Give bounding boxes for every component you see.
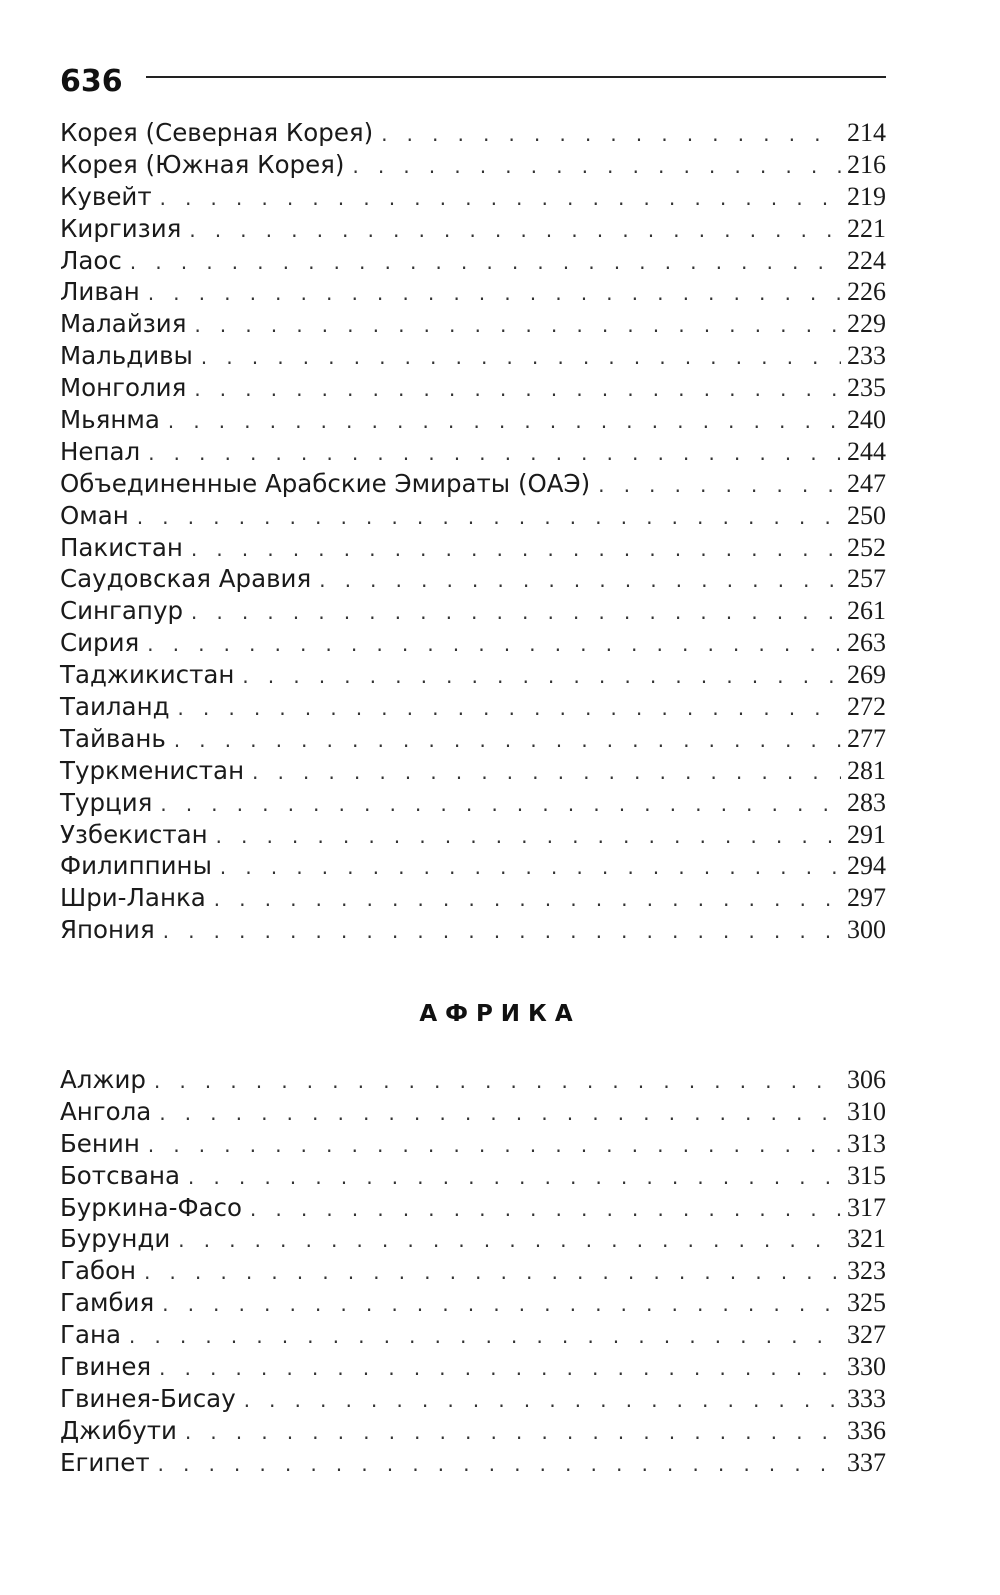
asia-toc-list — [60, 117, 886, 946]
toc-entry — [60, 468, 886, 500]
toc-entry-title: Непал — [60, 436, 141, 466]
toc-entry-title: Таиланд — [60, 692, 170, 722]
toc-entry — [60, 1287, 886, 1319]
toc-entry-title: Гвинея-Бисау — [60, 1383, 236, 1413]
dot-leader — [146, 1132, 841, 1164]
toc-entry — [60, 213, 886, 245]
toc-entry — [60, 691, 886, 723]
dot-leader — [240, 663, 841, 695]
toc-entry-page-number: 235 — [847, 373, 886, 403]
toc-entry — [60, 245, 886, 277]
toc-entry-page-number: 333 — [847, 1383, 886, 1413]
dot-leader — [212, 886, 841, 918]
toc-entry-page-number: 310 — [847, 1096, 886, 1126]
dot-leader — [146, 280, 841, 312]
dot-leader — [186, 1164, 841, 1196]
toc-entry-page-number: 291 — [847, 819, 886, 849]
toc-entry — [60, 787, 886, 819]
toc-entry-title: Киргизия — [60, 213, 182, 243]
toc-entry-page-number: 300 — [847, 915, 886, 945]
toc-entry-title: Лаос — [60, 245, 122, 275]
dot-leader — [152, 1068, 841, 1100]
toc-entry-title: Сингапур — [60, 596, 184, 626]
toc-entry-title: Сирия — [60, 628, 140, 658]
toc-entry-title: Таджикистан — [60, 660, 235, 690]
toc-entry-title: Саудовская Аравия — [60, 564, 312, 594]
toc-entry-page-number: 221 — [847, 213, 886, 243]
dot-leader — [127, 1323, 841, 1355]
toc-entry — [60, 723, 886, 755]
dot-leader — [172, 727, 841, 759]
toc-entry — [60, 755, 886, 787]
dot-leader — [350, 153, 841, 185]
toc-entry-page-number: 337 — [847, 1447, 886, 1477]
dot-leader — [128, 249, 841, 281]
toc-entry-page-number: 261 — [847, 596, 886, 626]
toc-entry-page-number: 219 — [847, 181, 886, 211]
toc-entry-page-number: 315 — [847, 1160, 886, 1190]
toc-entry — [60, 1192, 886, 1224]
dot-leader — [183, 1419, 841, 1451]
toc-entry — [60, 1415, 886, 1447]
toc-entry-page-number: 317 — [847, 1192, 886, 1222]
toc-entry-page-number: 269 — [847, 660, 886, 690]
toc-entry-page-number: 325 — [847, 1288, 886, 1318]
toc-entry-title: Габон — [60, 1256, 137, 1286]
toc-entry — [60, 1383, 886, 1415]
toc-entry — [60, 1319, 886, 1351]
dot-leader — [317, 567, 841, 599]
toc-entry-page-number: 313 — [847, 1128, 886, 1158]
dot-leader — [145, 631, 841, 663]
toc-entry-title: Мальдивы — [60, 341, 193, 371]
toc-entry-title: Пакистан — [60, 532, 183, 562]
toc-entry-page-number: 323 — [847, 1256, 886, 1286]
toc-entry — [60, 1096, 886, 1128]
toc-entry-title: Джибути — [60, 1415, 177, 1445]
toc-entry-page-number: 240 — [847, 405, 886, 435]
toc-entry — [60, 627, 886, 659]
toc-entry — [60, 436, 886, 468]
toc-entry — [60, 404, 886, 436]
toc-entry-page-number: 244 — [847, 436, 886, 466]
toc-entry — [60, 1447, 886, 1479]
dot-leader — [166, 408, 841, 440]
dot-leader — [156, 1451, 841, 1483]
toc-entry-title: Тайвань — [60, 723, 166, 753]
toc-entry — [60, 500, 886, 532]
dot-leader — [176, 1227, 841, 1259]
dot-leader — [176, 695, 841, 727]
toc-entry-title: Алжир — [60, 1065, 146, 1094]
toc-entry — [60, 1351, 886, 1383]
toc-entry — [60, 372, 886, 404]
dot-leader — [214, 823, 841, 855]
dot-leader — [192, 376, 841, 408]
toc-entry-title: Гана — [60, 1320, 121, 1350]
toc-entry-page-number: 283 — [847, 787, 886, 817]
toc-entry-title: Турция — [60, 787, 153, 817]
toc-entry — [60, 340, 886, 372]
dot-leader — [199, 344, 841, 376]
toc-entry — [60, 659, 886, 691]
toc-entry-title: Узбекистан — [60, 819, 208, 849]
toc-entry-page-number: 233 — [847, 341, 886, 371]
toc-entry — [60, 308, 886, 340]
toc-entry — [60, 532, 886, 564]
toc-entry-title: Туркменистан — [60, 755, 245, 785]
toc-entry-title: Япония — [60, 915, 155, 945]
toc-entry — [60, 1128, 886, 1160]
toc-entry-title: Гамбия — [60, 1288, 155, 1318]
dot-leader — [379, 121, 841, 153]
toc-entry-page-number: 250 — [847, 500, 886, 530]
dot-leader — [160, 1291, 841, 1323]
toc-entry-page-number: 281 — [847, 755, 886, 785]
toc-entry-page-number: 272 — [847, 692, 886, 722]
dot-leader — [248, 1196, 841, 1228]
toc-entry-title: Ливан — [60, 277, 140, 307]
toc-entry-title: Корея (Северная Корея) — [60, 118, 374, 147]
toc-entry-page-number: 252 — [847, 532, 886, 562]
page-header — [60, 62, 886, 102]
toc-entry-page-number: 330 — [847, 1352, 886, 1382]
toc-entry — [60, 149, 886, 181]
toc-entry-title: Шри-Ланка — [60, 883, 206, 913]
toc-entry-title: Кувейт — [60, 181, 152, 211]
toc-entry-page-number: 214 — [847, 118, 886, 147]
toc-entry-title: Монголия — [60, 373, 187, 403]
dot-leader — [218, 854, 841, 886]
toc-entry-page-number: 306 — [847, 1065, 886, 1094]
dot-leader — [158, 185, 841, 217]
dot-leader — [157, 1100, 841, 1132]
toc-entry — [60, 563, 886, 595]
toc-entry-title: Объединенные Арабские Эмираты (ОАЭ) — [60, 468, 591, 498]
section-title-africa: АФРИКА — [419, 1001, 581, 1027]
toc-entry-page-number: 247 — [847, 468, 886, 498]
dot-leader — [596, 472, 841, 504]
toc-entry-page-number: 297 — [847, 883, 886, 913]
page-number: 636 — [60, 64, 123, 99]
toc-entry — [60, 819, 886, 851]
toc-entry-title: Оман — [60, 500, 129, 530]
toc-entry — [60, 117, 886, 149]
toc-entry-page-number: 224 — [847, 245, 886, 275]
header-rule — [146, 76, 886, 78]
toc-entry-page-number: 263 — [847, 628, 886, 658]
toc-entry-title: Бурунди — [60, 1224, 171, 1254]
dot-leader — [250, 759, 841, 791]
toc-entry-page-number: 336 — [847, 1415, 886, 1445]
dot-leader — [157, 1355, 841, 1387]
dot-leader — [242, 1387, 841, 1419]
dot-leader — [158, 791, 841, 823]
dot-leader — [192, 312, 841, 344]
toc-entry-page-number: 294 — [847, 851, 886, 881]
toc-entry — [60, 595, 886, 627]
toc-entry-page-number: 226 — [847, 277, 886, 307]
toc-entry-page-number: 216 — [847, 149, 886, 179]
toc-entry-title: Гвинея — [60, 1352, 152, 1382]
toc-entry-page-number: 321 — [847, 1224, 886, 1254]
toc-entry-title: Корея (Южная Корея) — [60, 149, 345, 179]
africa-toc-list — [60, 1064, 886, 1479]
toc-entry-page-number: 257 — [847, 564, 886, 594]
toc-entry — [60, 276, 886, 308]
toc-entry-title: Малайзия — [60, 309, 187, 339]
toc-entry-title: Мьянма — [60, 405, 160, 435]
toc-entry-title: Ботсвана — [60, 1160, 181, 1190]
toc-entry — [60, 1160, 886, 1192]
toc-entry-title: Филиппины — [60, 851, 212, 881]
toc-entry — [60, 914, 886, 946]
toc-entry — [60, 1223, 886, 1255]
toc-entry-page-number: 277 — [847, 723, 886, 753]
toc-entry — [60, 1255, 886, 1287]
dot-leader — [135, 504, 841, 536]
toc-entry-title: Буркина-Фасо — [60, 1192, 243, 1222]
toc-entry-page-number: 229 — [847, 309, 886, 339]
toc-entry-page-number: 327 — [847, 1320, 886, 1350]
toc-entry-title: Ангола — [60, 1096, 152, 1126]
dot-leader — [142, 1259, 841, 1291]
dot-leader — [189, 599, 841, 631]
dot-leader — [187, 217, 841, 249]
toc-entry-title: Бенин — [60, 1128, 140, 1158]
toc-entry — [60, 181, 886, 213]
dot-leader — [161, 918, 841, 950]
toc-entry-title: Египет — [60, 1447, 150, 1477]
toc-entry — [60, 882, 886, 914]
toc-entry — [60, 1064, 886, 1096]
toc-entry — [60, 850, 886, 882]
